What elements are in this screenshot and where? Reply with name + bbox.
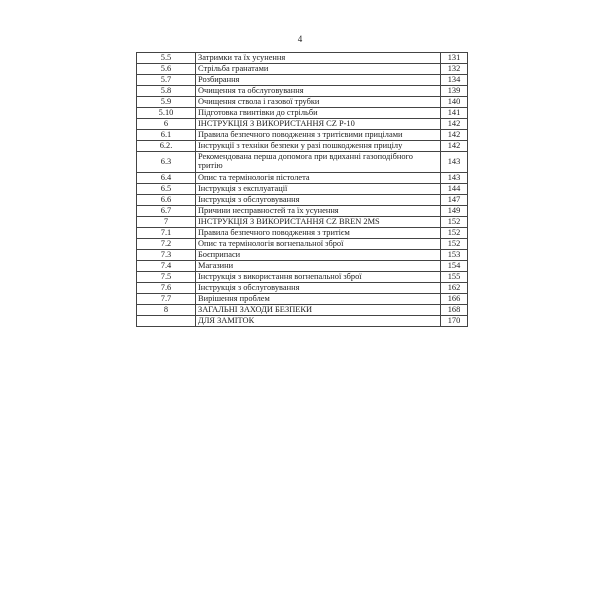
toc-section-number: 7	[137, 217, 196, 228]
toc-section-number: 5.9	[137, 97, 196, 108]
toc-section-number: 7.4	[137, 261, 196, 272]
toc-section-number: 5.10	[137, 108, 196, 119]
toc-page-number: 155	[441, 272, 468, 283]
toc-body	[137, 53, 468, 327]
toc-section-title: Очищення та обслуговування	[196, 86, 441, 97]
toc-row	[137, 206, 468, 217]
toc-row	[137, 316, 468, 327]
toc-page-number: 139	[441, 86, 468, 97]
toc-section-title: Стрільба гранатами	[196, 64, 441, 75]
toc-row	[137, 75, 468, 86]
toc-row	[137, 97, 468, 108]
toc-section-title: ДЛЯ ЗАМІТОК	[196, 316, 441, 327]
toc-row	[137, 250, 468, 261]
toc-section-title: ЗАГАЛЬНІ ЗАХОДИ БЕЗПЕКИ	[196, 305, 441, 316]
toc-row	[137, 195, 468, 206]
toc-row	[137, 173, 468, 184]
toc-page-number: 143	[441, 173, 468, 184]
toc-section-number: 7.5	[137, 272, 196, 283]
toc-page-number: 147	[441, 195, 468, 206]
toc-row	[137, 261, 468, 272]
toc-row	[137, 283, 468, 294]
toc-section-number: 7.1	[137, 228, 196, 239]
toc-section-number: 6.7	[137, 206, 196, 217]
toc-section-title: ІНСТРУКЦІЯ З ВИКОРИСТАННЯ CZ P-10	[196, 119, 441, 130]
toc-page-number: 144	[441, 184, 468, 195]
toc-page-number: 142	[441, 130, 468, 141]
toc-page-number: 142	[441, 141, 468, 152]
toc-page-number: 132	[441, 64, 468, 75]
toc-section-number: 6.2.	[137, 141, 196, 152]
toc-section-number: 6	[137, 119, 196, 130]
toc-section-number: 7.7	[137, 294, 196, 305]
toc-section-title: Затримки та їх усунення	[196, 53, 441, 64]
toc-section-number: 5.7	[137, 75, 196, 86]
toc-row	[137, 294, 468, 305]
toc-section-number: 8	[137, 305, 196, 316]
toc-row	[137, 141, 468, 152]
toc-section-number: 5.8	[137, 86, 196, 97]
toc-section-title: Магазини	[196, 261, 441, 272]
toc-section-title: Опис та термінологія пістолета	[196, 173, 441, 184]
toc-section-title: Розбирання	[196, 75, 441, 86]
toc-row	[137, 305, 468, 316]
toc-row	[137, 64, 468, 75]
toc-section-title: Підготовка гвинтівки до стрільби	[196, 108, 441, 119]
toc-section-title: Боєприпаси	[196, 250, 441, 261]
toc-section-title: Правила безпечного поводження з тритієвими прицілами	[196, 130, 441, 141]
toc-section-title: Вирішення проблем	[196, 294, 441, 305]
toc-section-title: ІНСТРУКЦІЯ З ВИКОРИСТАННЯ CZ BREN 2MS	[196, 217, 441, 228]
toc-row	[137, 184, 468, 195]
toc-page-number: 154	[441, 261, 468, 272]
toc-section-title: Рекомендована перша допомога при вдиханні газоподібного тритію	[196, 152, 441, 173]
toc-section-number	[137, 316, 196, 327]
toc-section-number: 7.2	[137, 239, 196, 250]
toc-row	[137, 53, 468, 64]
toc-section-number: 7.3	[137, 250, 196, 261]
toc-section-number: 6.4	[137, 173, 196, 184]
toc-row	[137, 119, 468, 130]
toc-row	[137, 272, 468, 283]
table-of-contents	[136, 52, 468, 327]
toc-page-number: 131	[441, 53, 468, 64]
toc-section-title: Інструкція з експлуатації	[196, 184, 441, 195]
toc-section-number: 6.5	[137, 184, 196, 195]
toc-row	[137, 86, 468, 97]
toc-section-number: 6.1	[137, 130, 196, 141]
toc-page-number: 153	[441, 250, 468, 261]
toc-section-title: Інструкція з використання вогнепальної зброї	[196, 272, 441, 283]
toc-section-title: Правила безпечного поводження з тритієм	[196, 228, 441, 239]
toc-page-number: 134	[441, 75, 468, 86]
toc-section-title: Інструкції з техніки безпеки у разі пошкодження прицілу	[196, 141, 441, 152]
toc-section-title: Очищення ствола і газової трубки	[196, 97, 441, 108]
toc-page-number: 140	[441, 97, 468, 108]
toc-page-number: 149	[441, 206, 468, 217]
toc-page-number: 141	[441, 108, 468, 119]
toc-page-number: 143	[441, 152, 468, 173]
toc-row	[137, 228, 468, 239]
toc-section-title: Опис та термінологія вогнепальної зброї	[196, 239, 441, 250]
toc-section-title: Інструкція з обслуговування	[196, 195, 441, 206]
toc-section-number: 5.5	[137, 53, 196, 64]
toc-row	[137, 217, 468, 228]
page-number: 4	[297, 34, 303, 44]
toc-page-number: 152	[441, 239, 468, 250]
toc-row	[137, 108, 468, 119]
toc-section-title: Інструкція з обслуговування	[196, 283, 441, 294]
toc-section-number: 5.6	[137, 64, 196, 75]
toc-page-number: 142	[441, 119, 468, 130]
toc-page-number: 166	[441, 294, 468, 305]
toc-page-number: 170	[441, 316, 468, 327]
toc-row	[137, 152, 468, 173]
toc-section-title: Причини несправностей та їх усунення	[196, 206, 441, 217]
toc-page-number: 168	[441, 305, 468, 316]
toc-section-number: 6.6	[137, 195, 196, 206]
toc-section-number: 6.3	[137, 152, 196, 173]
toc-row	[137, 130, 468, 141]
toc-section-number: 7.6	[137, 283, 196, 294]
toc-page-number: 162	[441, 283, 468, 294]
toc-row	[137, 239, 468, 250]
toc-page-number: 152	[441, 228, 468, 239]
toc-page-number: 152	[441, 217, 468, 228]
